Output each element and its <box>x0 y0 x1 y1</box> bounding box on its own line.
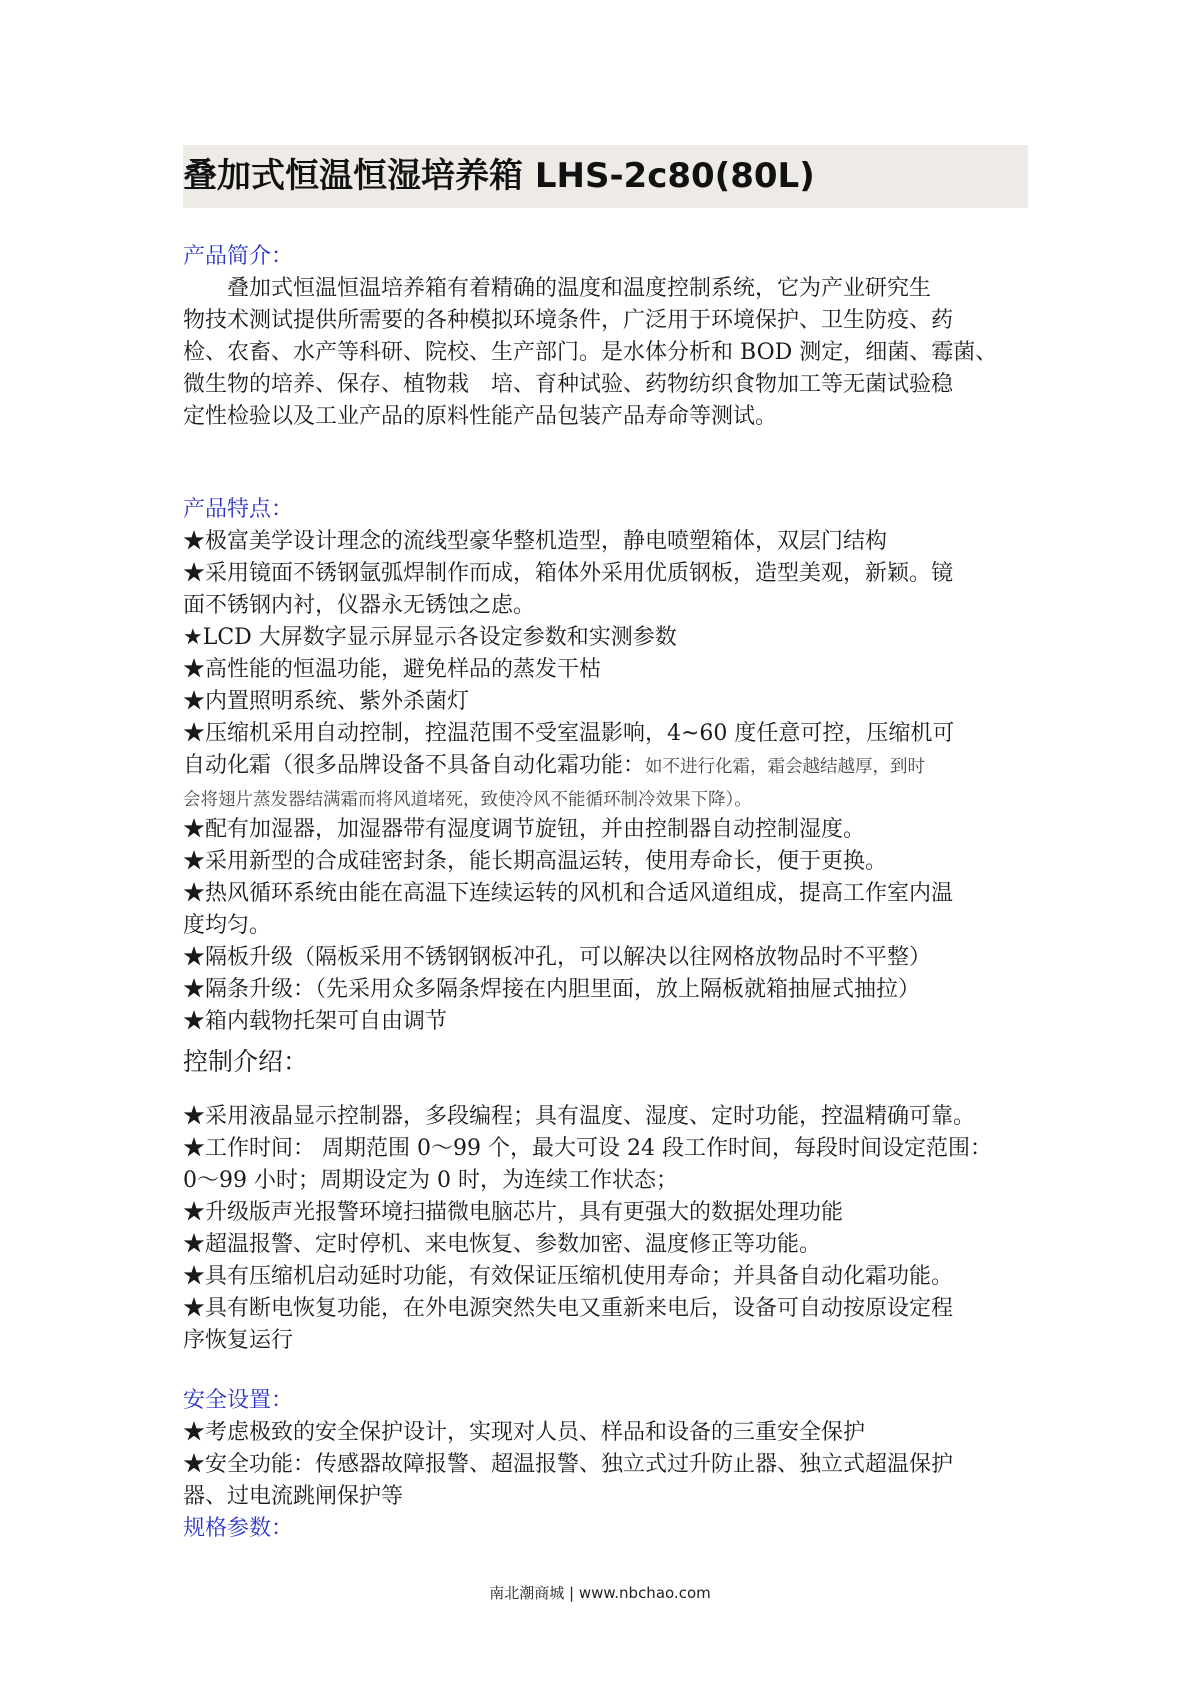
feature-line: ★高性能的恒温功能，避免样品的蒸发干枯 <box>183 657 602 682</box>
intro-heading: 产品简介： <box>183 244 294 269</box>
feature-line: ★配有加湿器，加湿器带有湿度调节旋钮，并由控制器自动控制湿度。 <box>183 817 866 842</box>
safety-line: ★安全功能：传感器故障报警、超温报警、独立式过升防止器、独立式超温保护 <box>183 1452 954 1477</box>
intro-line: 检、农畜、水产等科研、院校、生产部门。是水体分析和 BOD 测定，细菌、霉菌、 <box>183 340 998 365</box>
specs-heading: 规格参数： <box>183 1516 294 1541</box>
features-heading: 产品特点： <box>183 497 294 522</box>
feature-line: ★内置照明系统、紫外杀菌灯 <box>183 689 470 714</box>
control-line: ★工作时间： 周期范围 0～99 个，最大可设 24 段工作时间，每段时间设定范围： <box>183 1136 992 1161</box>
feature-note-line: 会将翅片蒸发器结满霜而将风道堵死，致使冷风不能循环制冷效果下降）。 <box>183 790 752 810</box>
control-line: ★升级版声光报警环境扫描微电脑芯片，具有更强大的数据处理功能 <box>183 1200 844 1225</box>
control-line: 0～99 小时；周期设定为 0 时，为连续工作状态； <box>183 1168 678 1193</box>
feature-line: ★采用新型的合成硅密封条，能长期高温运转，使用寿命长，便于更换。 <box>183 849 888 874</box>
safety-line: 器、过电流跳闸保护等 <box>183 1484 404 1509</box>
control-line: ★采用液晶显示控制器，多段编程；具有温度、湿度、定时功能，控温精确可靠。 <box>183 1104 976 1129</box>
safety-line: ★考虑极致的安全保护设计，实现对人员、样品和设备的三重安全保护 <box>183 1420 866 1445</box>
feature-line <box>183 750 1033 783</box>
control-line: 序恢复运行 <box>183 1328 294 1353</box>
feature-line: 面不锈钢内衬，仪器永无锈蚀之虑。 <box>183 593 536 618</box>
feature-line: 度均匀。 <box>183 913 272 938</box>
control-line: ★超温报警、定时停机、来电恢复、参数加密、温度修正等功能。 <box>183 1232 822 1257</box>
feature-line: ★隔板升级（隔板采用不锈钢钢板冲孔，可以解决以往网格放物品时不平整） <box>183 945 932 970</box>
feature-line: ★极富美学设计理念的流线型豪华整机造型，静电喷塑箱体，双层门结构 <box>183 529 888 554</box>
feature-line: ★隔条升级：（先采用众多隔条焊接在内胆里面，放上隔板就箱抽屉式抽拉） <box>183 977 921 1002</box>
page-title: 叠加式恒温恒湿培养箱 LHS-2c80(80L) <box>183 156 815 196</box>
intro-line: 微生物的培养、保存、植物栽 培、育种试验、药物纺织食物加工等无菌试验稳 <box>183 372 954 397</box>
feature-line: ★压缩机采用自动控制，控温范围不受室温影响，4~60 度任意可控，压缩机可 <box>183 721 955 746</box>
intro-line: 定性检验以及工业产品的原料性能产品包装产品寿命等测试。 <box>183 404 778 429</box>
feature-line: ★箱内载物托架可自由调节 <box>183 1009 448 1034</box>
safety-heading: 安全设置： <box>183 1388 294 1413</box>
feature-text: 自动化霜（很多品牌设备不具备自动化霜功能： <box>183 753 646 778</box>
control-line: ★具有断电恢复功能，在外电源突然失电又重新来电后，设备可自动按原设定程 <box>183 1296 954 1321</box>
control-line: ★具有压缩机启动延时功能，有效保证压缩机使用寿命；并具备自动化霜功能。 <box>183 1264 954 1289</box>
feature-line: ★LCD 大屏数字显示屏显示各设定参数和实测参数 <box>183 625 677 650</box>
page-footer: 南北潮商城 | www.nbchao.com <box>489 1584 711 1602</box>
intro-line: 物技术测试提供所需要的各种模拟环境条件，广泛用于环境保护、卫生防疫、药 <box>183 308 954 333</box>
feature-note: 如不进行化霜，霜会越结越厚，到时 <box>645 757 926 777</box>
feature-line: ★热风循环系统由能在高温下连续运转的风机和合适风道组成，提高工作室内温 <box>183 881 954 906</box>
feature-line: ★采用镜面不锈钢氩弧焊制作而成，箱体外采用优质钢板，造型美观，新颖。镜 <box>183 561 954 586</box>
intro-line: 叠加式恒温恒温培养箱有着精确的温度和温度控制系统，它为产业研究生 <box>183 276 932 301</box>
control-heading: 控制介绍： <box>183 1047 309 1076</box>
